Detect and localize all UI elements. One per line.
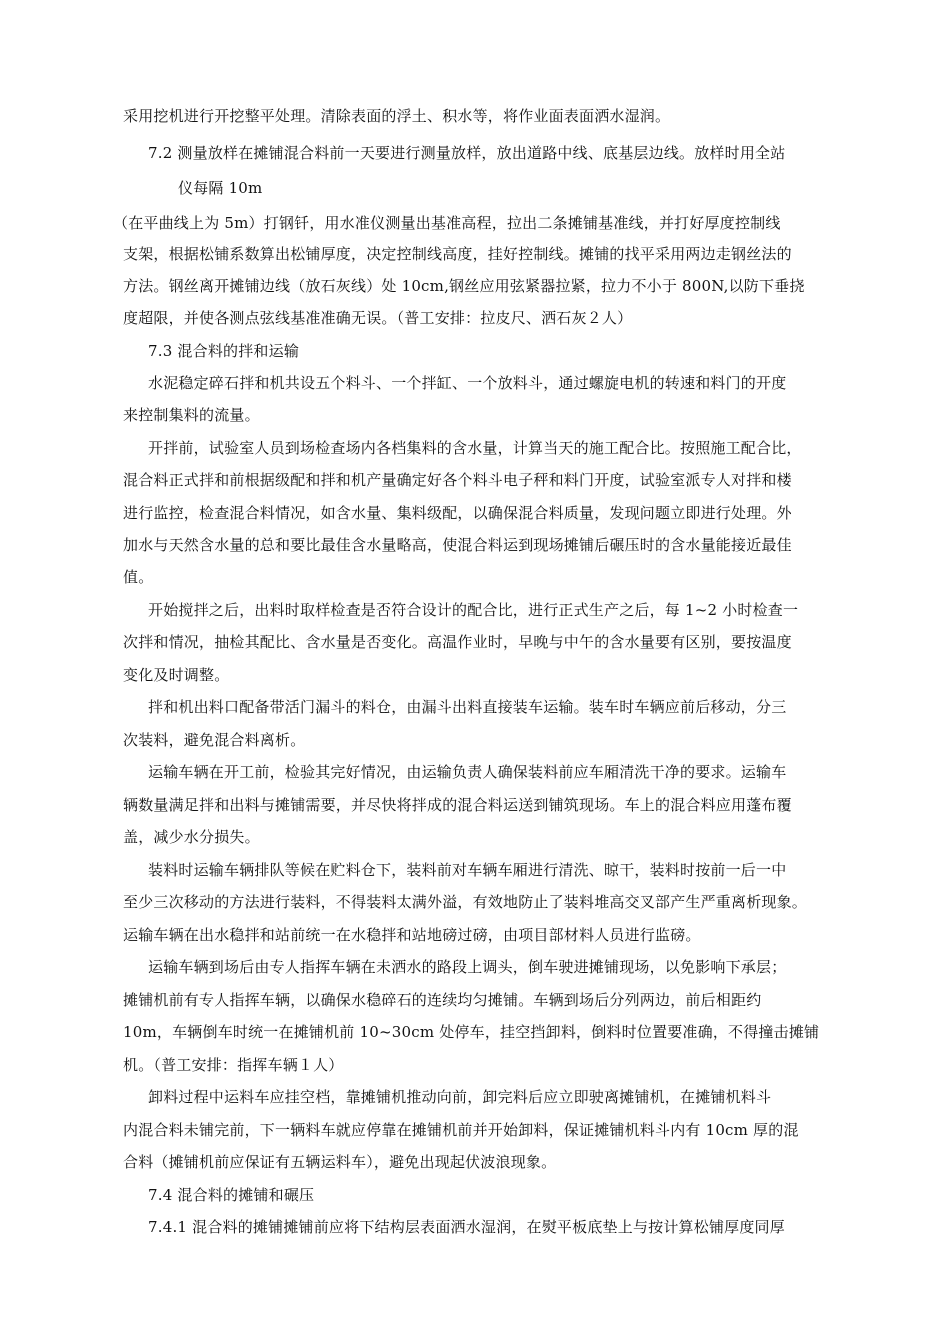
section-7-3-heading: 7.3 混合料的拌和运输 [148,342,300,360]
text-line: 运输车辆到场后由专人指挥车辆在未洒水的路段上调头，倒车驶进摊铺现场，以免影响下承层； [148,958,787,976]
text-line: 机。（普工安排：指挥车辆１人） [123,1056,344,1074]
text-line: 方法。钢丝离开摊铺边线（放石灰线）处 10cm,钢丝应用弦紧器拉紧，拉力不小于 800N,以防下垂挠 [123,277,805,295]
section-7-4-heading: 7.4 混合料的摊铺和碾压 [148,1186,315,1204]
text-line: 合料（摊铺机前应保证有五辆运料车），避免出现起伏波浪现象。 [123,1153,557,1171]
text-line: 运输车辆在开工前，检验其完好情况，由运输负责人确保装料前应车厢清洗干净的要求。运输车 [148,763,787,781]
text-line: 运输车辆在出水稳拌和站前统一在水稳拌和站地磅过磅，由项目部材料人员进行监磅。 [123,926,701,944]
text-line: 值。 [123,568,154,586]
text-line: 开始搅拌之后，出料时取样检查是否符合设计的配合比，进行正式生产之后，每 1~2 小时检查一 [148,601,799,619]
text-line: 卸料过程中运料车应挂空档，靠摊铺机推动向前，卸完料后应立即驶离摊铺机，在摊铺机料斗 [148,1088,772,1106]
text-line: 辆数量满足拌和出料与摊铺需要，并尽快将拌成的混合料运送到铺筑现场。车上的混合料应用蓬布覆 [123,796,792,814]
text-line: 采用挖机进行开挖整平处理。清除表面的浮土、积水等，将作业面表面洒水湿润。 [123,107,671,125]
text-line: 支架，根据松铺系数算出松铺厚度，决定控制线高度，挂好控制线。摊铺的找平采用两边走钢丝法的 [123,245,792,263]
text-line: 次拌和情况，抽检其配比、含水量是否变化。高温作业时，早晚与中午的含水量要有区别，要按温度 [123,633,792,651]
text-line: 水泥稳定碎石拌和机共设五个料斗、一个拌缸、一个放料斗，通过螺旋电机的转速和料门的开度 [148,374,787,392]
text-line: 摊铺机前有专人指挥车辆，以确保水稳碎石的连续均匀摊铺。车辆到场后分列两边，前后相距约 [123,991,762,1009]
text-line: （在平曲线上为 5m）打钢钎，用水准仪测量出基准高程，拉出二条摊铺基准线，并打好厚度控制线 [113,214,781,232]
text-line: 装料时运输车辆排队等候在贮料仓下，装料前对车辆车厢进行清洗、晾干，装料时按前一后一中 [148,861,787,879]
text-line: 混合料正式拌和前根据级配和拌和机产量确定好各个料斗电子秤和料门开度，试验室派专人对拌和楼 [123,471,792,489]
text-line: 内混合料未铺完前，下一辆料车就应停靠在摊铺机前并开始卸料，保证摊铺机料斗内有 10cm 厚的混 [123,1121,799,1139]
text-line: 盖，减少水分损失。 [123,828,260,846]
text-line: 来控制集料的流量。 [123,406,260,424]
text-line: 变化及时调整。 [123,666,230,684]
text-line: 10m，车辆倒车时统一在摊铺机前 10~30cm 处停车，挂空挡卸料，倒料时位置要准确，不得撞击摊铺 [123,1023,820,1041]
text-line: 次装料，避免混合料离析。 [123,731,306,749]
text-line: 度超限，并使各测点弦线基准准确无误。（普工安排：拉皮尺、洒石灰２人） [123,309,633,327]
text-line: 拌和机出料口配备带活门漏斗的料仓，由漏斗出料直接装车运输。装车时车辆应前后移动，分三 [148,698,787,716]
section-7-4-1-line: 7.4.1 混合料的摊铺摊铺前应将下结构层表面洒水湿润，在熨平板底垫上与按计算松铺厚度同厚 [148,1218,785,1236]
text-line: 加水与天然含水量的总和要比最佳含水量略高，使混合料运到现场摊铺后碾压时的含水量能接近最佳 [123,536,792,554]
text-line: 仪每隔 10m [178,179,263,197]
text-line: 进行监控，检查混合料情况，如含水量、集料级配，以确保混合料质量，发现问题立即进行处理。外 [123,504,792,522]
text-line: 至少三次移动的方法进行装料，不得装料太满外溢，有效地防止了装料堆高交叉部产生严重离析现象。 [123,893,808,911]
text-line: 开拌前，试验室人员到场检查场内各档集料的含水量，计算当天的施工配合比。按照施工配合比， [148,439,802,457]
section-7-2-line: 7.2 测量放样在摊铺混合料前一天要进行测量放样，放出道路中线、底基层边线。放样时用全站 [148,144,786,162]
